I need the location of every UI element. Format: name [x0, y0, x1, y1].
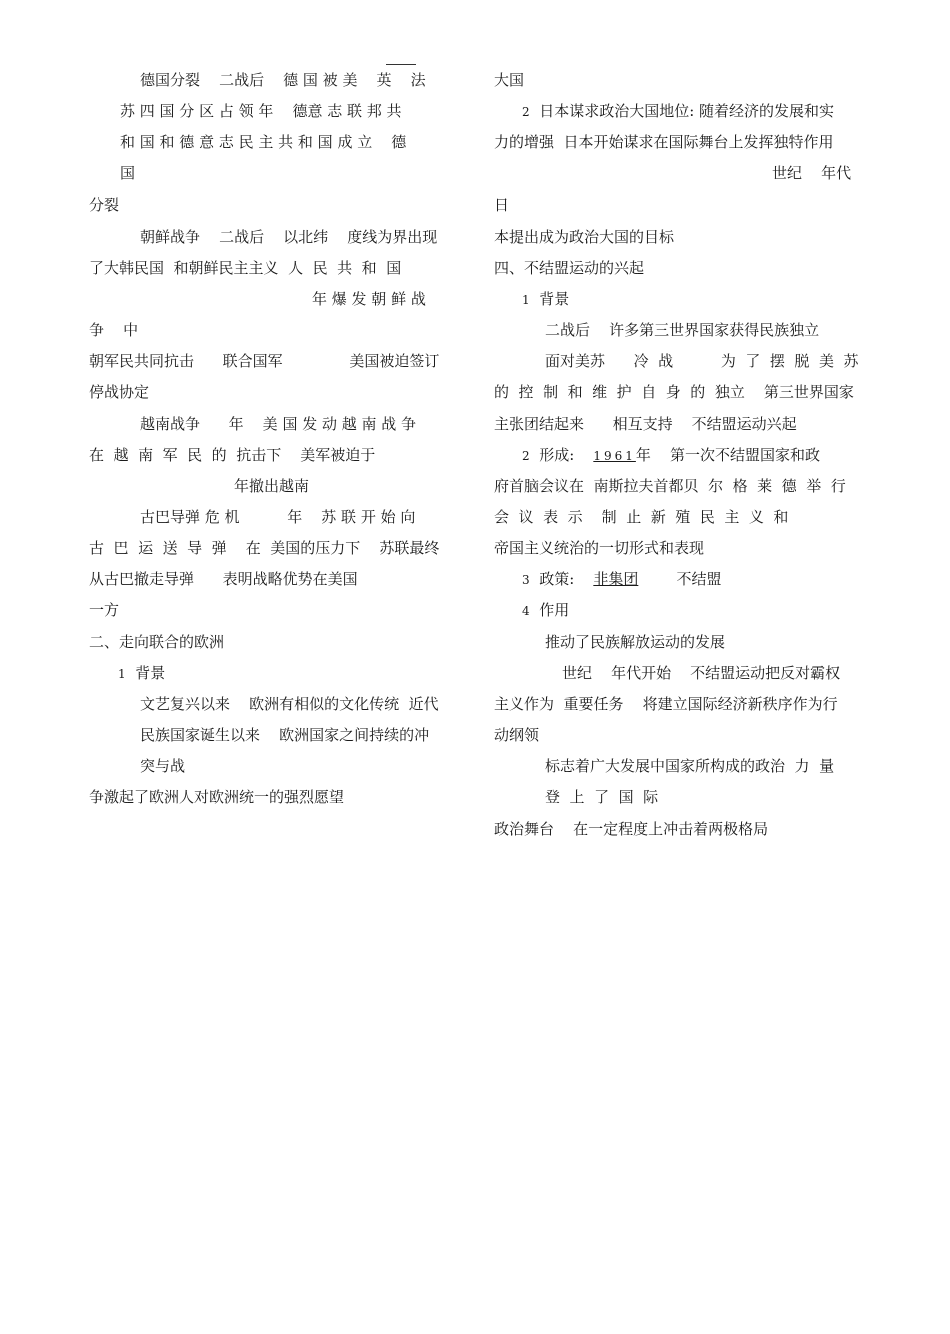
item-number: 2	[522, 105, 530, 119]
item-number: 1	[118, 667, 126, 681]
text-line: 突与战	[140, 757, 186, 775]
year-blank: 1961	[593, 449, 636, 463]
text-line: 年撤出越南	[234, 477, 310, 495]
text-line: 年 爆 发 朝 鲜 战	[312, 290, 426, 308]
text-line: 推动了民族解放运动的发展	[545, 633, 726, 651]
item-label: 政策:	[539, 570, 575, 588]
item-number: 4	[522, 604, 530, 618]
section-heading: 四、不结盟运动的兴起	[494, 259, 645, 277]
text-line: 越南战争 年 美 国 发 动 越 南 战 争	[140, 415, 417, 433]
text-line: 本提出成为政治大国的目标	[494, 228, 675, 246]
item-text: 年 第一次不结盟国家和政	[635, 446, 820, 464]
text-line: 朝鲜战争 二战后 以北纬 度线为界出现	[140, 228, 438, 246]
section-heading: 二、走向联合的欧洲	[89, 633, 225, 651]
text-line: 面对美苏 冷 战 为 了 摆 脱 美 苏	[545, 352, 859, 370]
text-line: 会 议 表 示 制 止 新 殖 民 主 义 和	[494, 508, 789, 526]
text-line: 力的增强 日本开始谋求在国际舞台上发挥独特作用	[494, 133, 834, 151]
text-line: 世纪 年代开始 不结盟运动把反对霸权	[562, 664, 841, 682]
list-item	[522, 289, 569, 310]
text-line: 世纪 年代	[772, 164, 852, 182]
text-line: 朝军民共同抗击 联合国军 美国被迫签订	[89, 352, 440, 370]
text-line: 分裂	[89, 196, 120, 214]
text-line: 帝国主义统治的一切形式和表现	[494, 539, 705, 557]
item-number: 2	[522, 449, 530, 463]
text-line: 苏 四 国 分 区 占 领 年 德意 志 联 邦 共	[120, 102, 402, 120]
item-label: 背景	[539, 290, 570, 308]
policy-blank: 非集团	[593, 570, 639, 588]
list-item	[522, 569, 722, 590]
item-number: 1	[522, 293, 530, 307]
text-line: 争 中	[89, 321, 139, 339]
text-line: 在 越 南 军 民 的 抗击下 美军被迫于	[89, 446, 376, 464]
text-line: 二战后 许多第三世界国家获得民族独立	[545, 321, 820, 339]
item-text: 不结盟	[676, 570, 722, 588]
text-line: 标志着广大发展中国家所构成的政治 力 量	[545, 757, 835, 775]
text-line: 德国分裂 二战后 德 国 被 美 英 法	[140, 71, 426, 89]
text-line: 动纲领	[494, 726, 540, 744]
item-label: 背景	[135, 664, 166, 682]
text-line: 府首脑会议在 南斯拉夫首都贝 尔 格 莱 德 举 行	[494, 477, 846, 495]
text-line: 从古巴撤走导弹 表明战略优势在美国	[89, 570, 358, 588]
text-line: 文艺复兴以来 欧洲有相似的文化传统 近代	[140, 695, 439, 713]
item-text: 日本谋求政治大国地位: 随着经济的发展和实	[539, 102, 835, 120]
text-line: 主张团结起来 相互支持 不结盟运动兴起	[494, 415, 797, 433]
text-line: 政治舞台 在一定程度上冲击着两极格局	[494, 820, 769, 838]
text-line: 国	[120, 164, 136, 182]
text-line: 停战协定	[89, 383, 150, 401]
text-line: 和 国 和 德 意 志 民 主 共 和 国 成 立 德	[120, 133, 407, 151]
text-line: 的 控 制 和 维 护 自 身 的 独立 第三世界国家	[494, 383, 854, 401]
text-line: 了大韩民国 和朝鲜民主主义 人 民 共 和 国	[89, 259, 402, 277]
text-line: 大国	[494, 71, 525, 89]
blank-underline	[386, 64, 416, 65]
text-line: 争激起了欧洲人对欧洲统一的强烈愿望	[89, 788, 345, 806]
text-line: 主义作为 重要任务 将建立国际经济新秩序作为行	[494, 695, 838, 713]
item-label: 作用	[539, 601, 570, 619]
item-number: 3	[522, 573, 530, 587]
text-line: 古 巴 运 送 导 弹 在 美国的压力下 苏联最终	[89, 539, 440, 557]
list-item	[522, 101, 834, 122]
list-item	[118, 663, 165, 684]
text-line: 古巴导弹 危 机 年 苏 联 开 始 向	[140, 508, 416, 526]
text-line: 一方	[89, 601, 120, 619]
text-line: 民族国家诞生以来 欧洲国家之间持续的冲	[140, 726, 430, 744]
list-item	[522, 445, 820, 466]
item-label: 形成:	[539, 446, 575, 464]
list-item	[522, 600, 569, 621]
text-line: 登 上 了 国 际	[545, 788, 659, 806]
text-line: 日	[494, 196, 510, 214]
